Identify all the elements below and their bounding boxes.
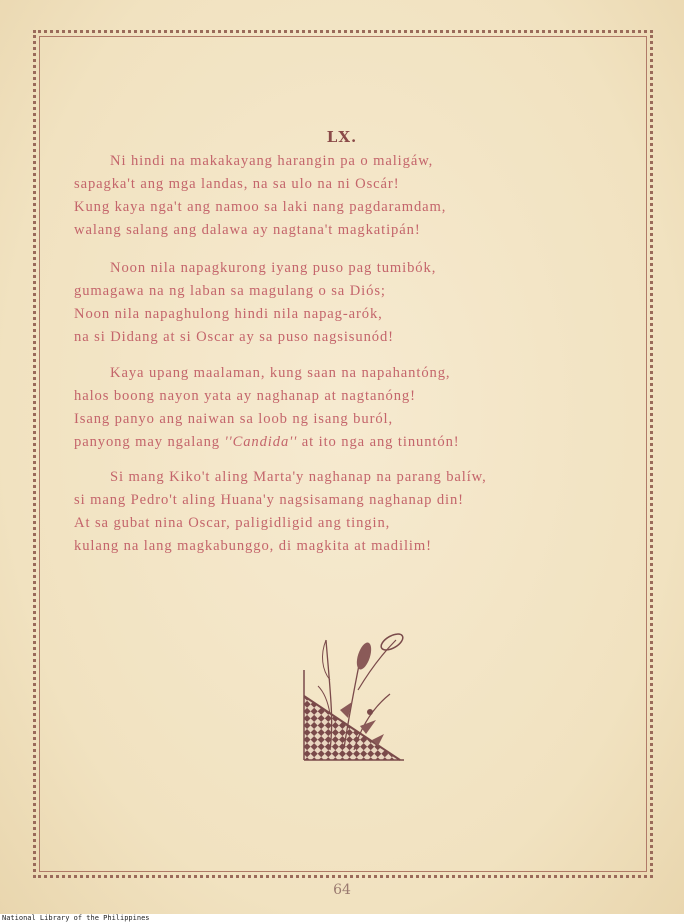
- poem-line: gumagawa na ng laban sa magulang o sa Diós;: [74, 283, 386, 299]
- poem-line: At sa gubat nina Oscar, paligidligid ang tingin,: [74, 515, 391, 531]
- stanza-2: [74, 257, 614, 349]
- page-number: 64: [333, 882, 351, 898]
- stanza-4: [74, 466, 614, 558]
- poem-line: Kung kaya nga't ang namoo sa laki nang pagdaramdam,: [74, 199, 447, 215]
- poem-line: Si mang Kiko't aling Marta'y naghanap na parang balíw,: [110, 469, 487, 485]
- poem-line: sapagka't ang mga landas, na sa ulo na ni Oscár!: [74, 176, 400, 192]
- poem-line: Kaya upang maalaman, kung saan na napahantóng,: [110, 365, 451, 381]
- poem-line: na si Didang at si Oscar ay sa puso nagsisunód!: [74, 329, 394, 345]
- poem-line: Isang panyo ang naiwan sa loob ng isang buról,: [74, 411, 394, 427]
- footer-credit: National Library of the Philippines: [2, 914, 150, 922]
- poem-line: Noon nila napagkurong iyang puso pag tumibók,: [110, 260, 437, 276]
- stanza-1: [74, 150, 614, 242]
- line-text: at ito nga ang tinuntón!: [297, 434, 460, 450]
- poem-line: Noon nila napaghulong hindi nila napag-arók,: [74, 306, 383, 322]
- floral-corner-ornament-icon: [300, 630, 410, 764]
- poem-line: kulang na lang magkabunggo, di magkita at madilim!: [74, 538, 432, 554]
- poem-line: [74, 431, 614, 454]
- stanza-3: [74, 362, 614, 454]
- poem-line: walang salang ang dalawa ay nagtana't magkatipán!: [74, 222, 421, 238]
- poem-line: Ni hindi na makakayang harangin pa o maligáw,: [110, 153, 434, 169]
- poem-line: halos boong nayon yata ay naghanap at nagtanóng!: [74, 388, 416, 404]
- line-text: panyong may ngalang: [74, 434, 225, 450]
- poem-line: si mang Pedro't aling Huana'y nagsisamang naghanap din!: [74, 492, 464, 508]
- poem-heading: LX.: [326, 128, 358, 146]
- italic-name: ''Candida'': [224, 434, 298, 450]
